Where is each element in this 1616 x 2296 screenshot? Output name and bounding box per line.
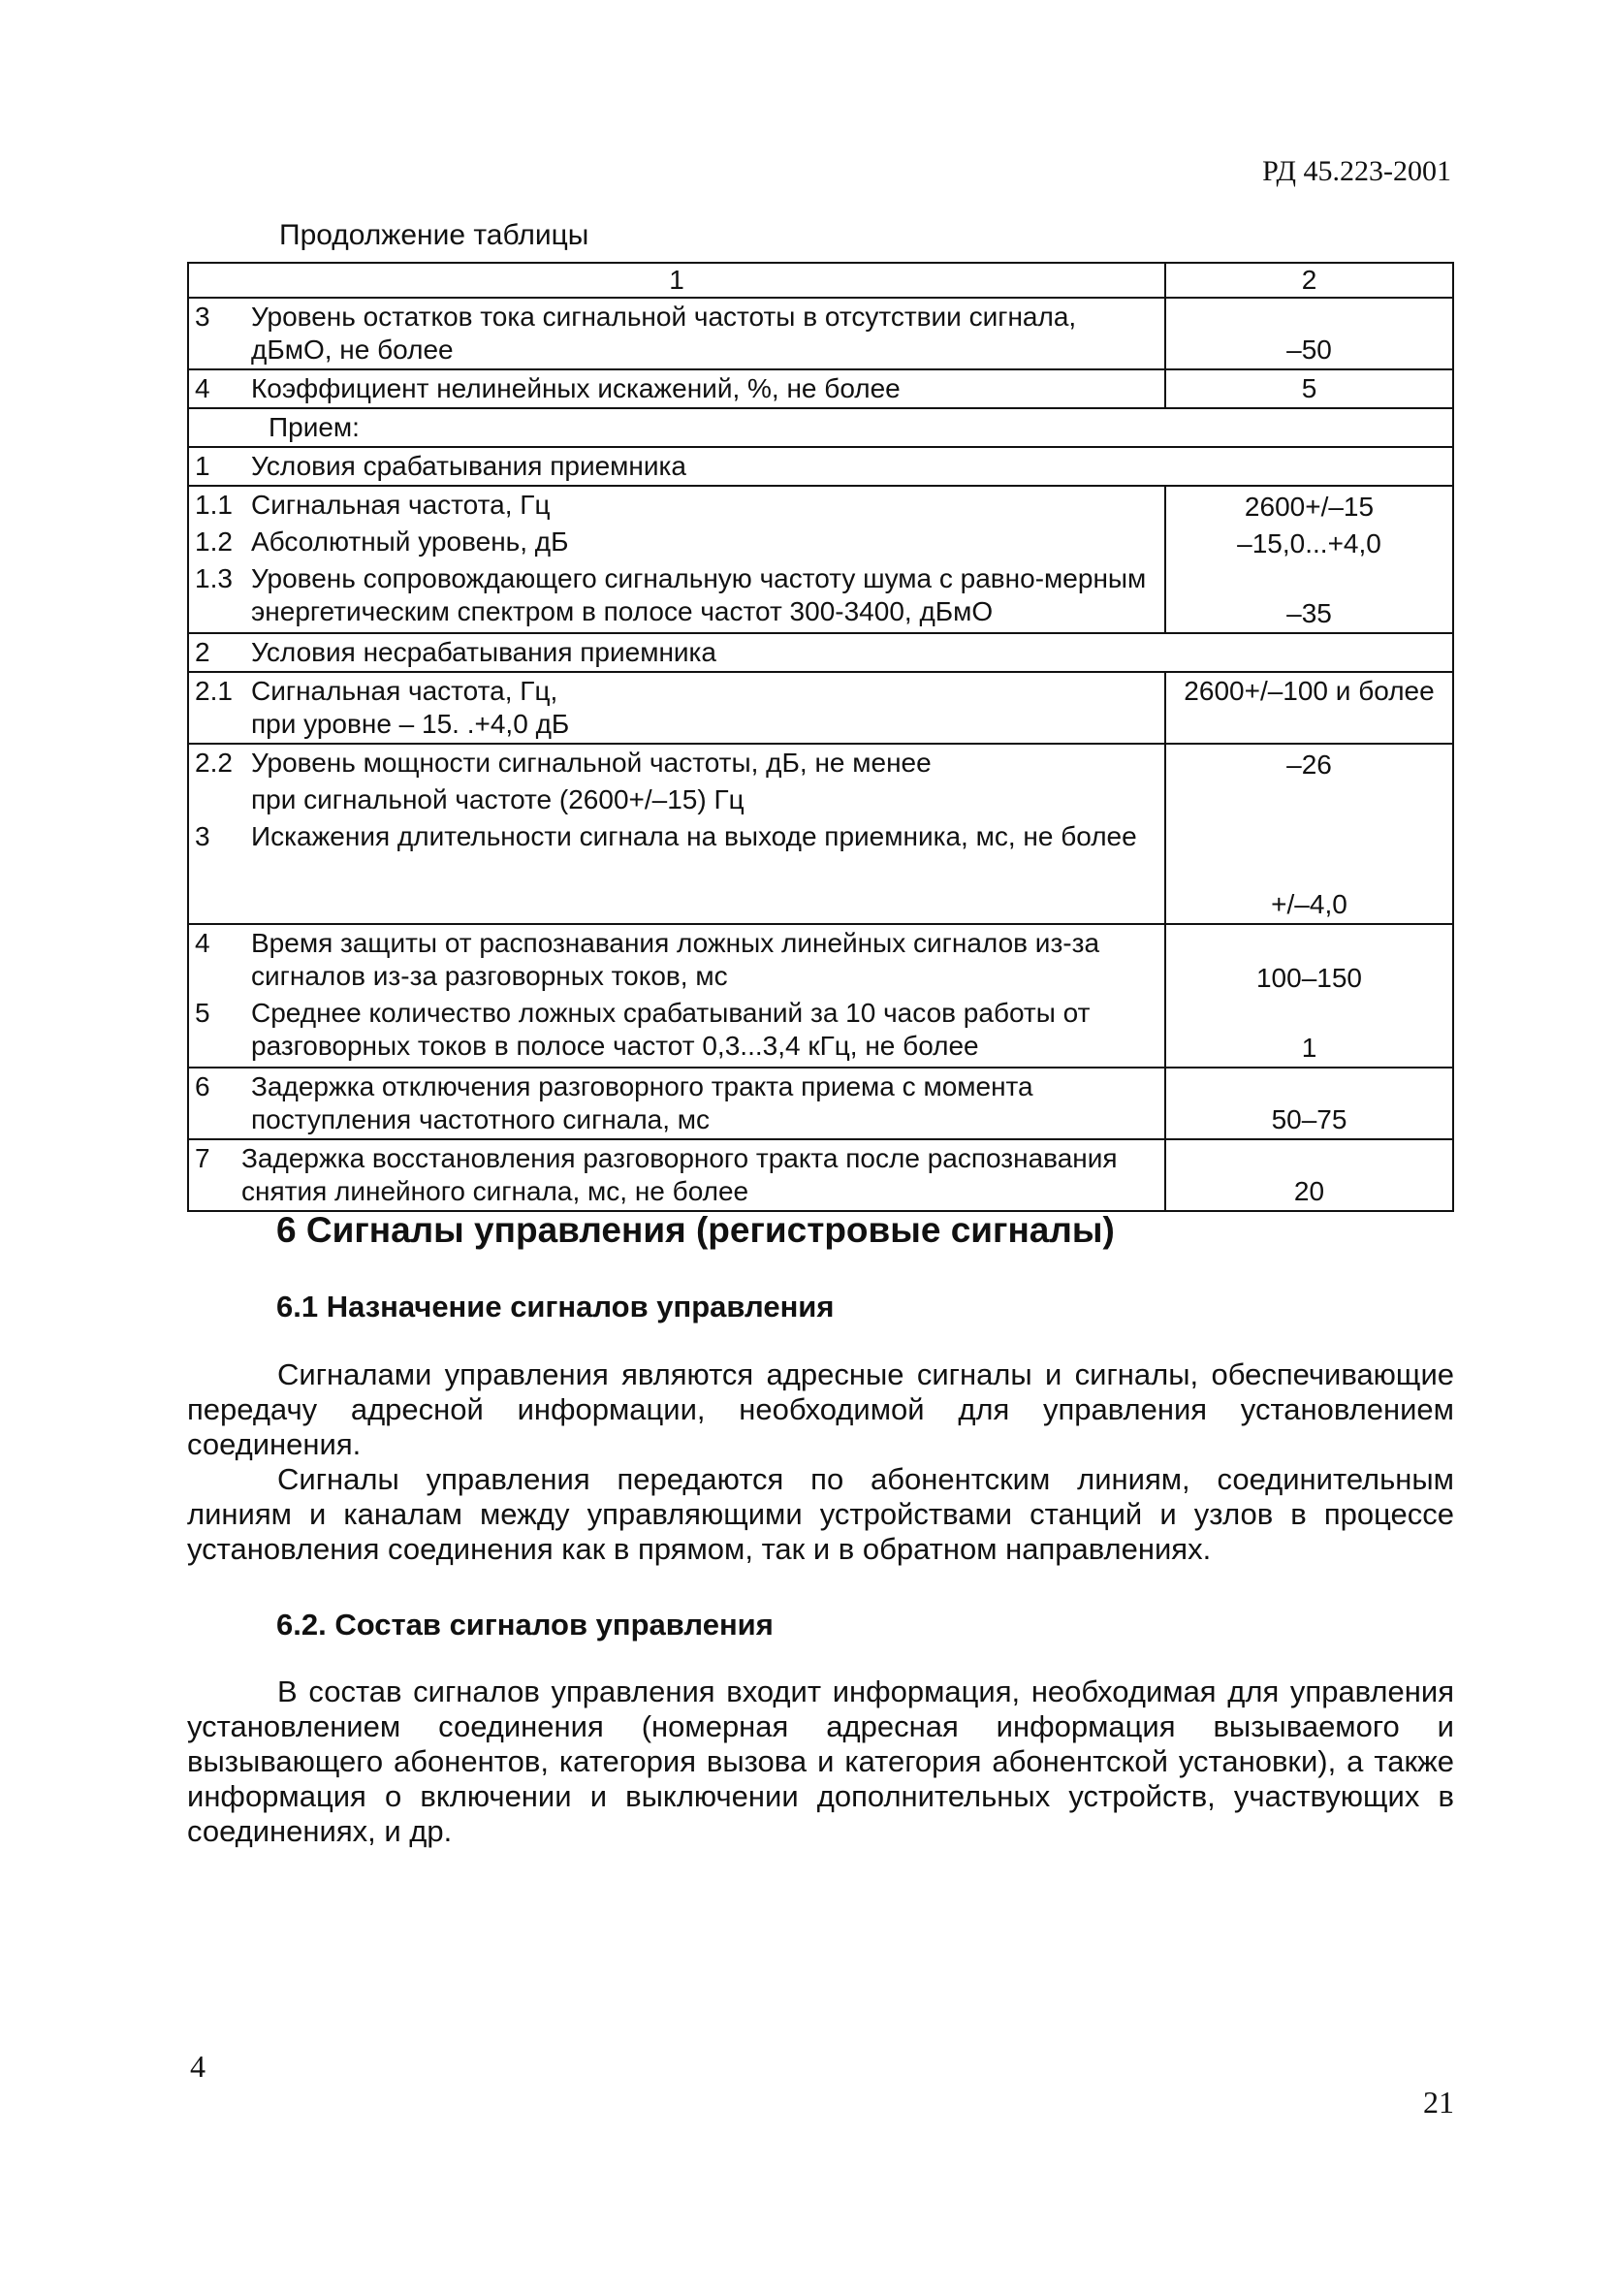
parameters-table	[187, 262, 1454, 1212]
row-value: 2600+/–100 и более	[1165, 672, 1453, 744]
column-header-2: 2	[1165, 263, 1453, 298]
table-section-row	[188, 408, 1453, 447]
row-text: Задержка отключения разговорного тракта приема с момента поступления частотного сигнала, мс	[251, 1071, 1033, 1134]
table-section-row	[188, 633, 1453, 672]
row-text: Сигнальная частота, Гц	[251, 490, 551, 520]
paragraph: В состав сигналов управления входит информация, необходимая для управления установлением соединения (номерная адресная информация вызываемого и вызывающего абонентов, категория вызова и категория абонентской установки), а также информация о включении и выключении дополнительных устройств, участвующих в соединениях, и др.	[187, 1674, 1454, 1848]
row-value: 20	[1165, 1139, 1453, 1211]
row-number: 5	[195, 998, 210, 1028]
row-value: 2600+/–15	[1244, 492, 1375, 522]
row-number: 2.2	[195, 748, 233, 778]
row-text: Искажения длительности сигнала на выходе приемника, мс, не более	[251, 821, 1137, 851]
row-value: +/–4,0	[1271, 889, 1347, 919]
row-text: Среднее количество ложных срабатываний за 10 часов работы от разговорных токов в полосе частот 0,3...3,4 кГц, не более	[251, 998, 1091, 1061]
row-text: Условия срабатывания приемника	[251, 451, 686, 481]
page-number-left: 4	[190, 2049, 206, 2084]
column-header-1: 1	[188, 263, 1165, 298]
row-value: 5	[1165, 369, 1453, 408]
row-value: –35	[1286, 598, 1332, 628]
row-number: 1	[195, 451, 210, 481]
row-text: Абсолютный уровень, дБ	[251, 526, 569, 557]
row-number: 6	[195, 1071, 210, 1101]
row-value: 1	[1301, 1033, 1317, 1063]
row-text: Уровень остатков тока сигнальной частоты в отсутствии сигнала, дБмО, не более	[251, 302, 1077, 365]
table-row	[188, 744, 1453, 924]
row-number: 4	[195, 928, 210, 958]
row-number: 1.2	[195, 526, 233, 557]
table-row	[188, 1139, 1453, 1211]
table-row	[188, 486, 1453, 633]
row-text: при уровне – 15. .+4,0 дБ	[251, 709, 570, 739]
row-text: Коэффициент нелинейных искажений, %, не более	[251, 373, 901, 403]
row-text: при сигнальной частоте (2600+/–15) Гц	[251, 784, 745, 814]
table-header-row	[188, 263, 1453, 298]
row-value: 50–75	[1165, 1068, 1453, 1139]
row-text: Задержка восстановления разговорного тракта после распознавания снятия линейного сигнала, мс, не более	[241, 1143, 1118, 1206]
section-6-1-title: 6.1 Назначение сигналов управления	[276, 1290, 835, 1323]
row-number: 7	[195, 1143, 210, 1173]
row-number: 1.1	[195, 490, 233, 520]
table-row	[188, 924, 1453, 1068]
page-number-right: 21	[1423, 2085, 1454, 2120]
row-text: Условия несрабатывания приемника	[251, 637, 716, 667]
row-number: 1.3	[195, 563, 233, 593]
table-row	[188, 298, 1453, 369]
row-text: Уровень сопровождающего сигнальную частоту шума с равно-мерным энергетическим спектром в полосе частот 300-3400, дБмО	[251, 563, 1147, 626]
table-row	[188, 672, 1453, 744]
table-caption: Продолжение таблицы	[279, 219, 589, 251]
row-number: 3	[195, 821, 210, 851]
row-text: Сигнальная частота, Гц,	[251, 676, 558, 706]
section-6-1-body	[187, 1357, 1454, 1567]
row-text: Уровень мощности сигнальной частоты, дБ, не менее	[251, 748, 932, 778]
paragraph: Сигналами управления являются адресные сигналы и сигналы, обеспечивающие передачу адресной информации, необходимой для управления установлением соединения.	[187, 1357, 1454, 1461]
row-number: 4	[195, 373, 210, 403]
row-value: –50	[1165, 298, 1453, 369]
table-section-row	[188, 447, 1453, 486]
row-value: –26	[1286, 749, 1332, 780]
row-number: 3	[195, 302, 210, 332]
section-6-2-title: 6.2. Состав сигналов управления	[276, 1608, 774, 1642]
row-value: 100–150	[1255, 963, 1362, 993]
paragraph: Сигналы управления передаются по абонентским линиям, соединительным линиям и каналам между управляющими устройствами станций и узлов в процессе установления соединения как в прямом, так и в обратном направлениях.	[187, 1462, 1454, 1566]
table-row	[188, 369, 1453, 408]
section-6-title: 6 Сигналы управления (регистровые сигналы)	[276, 1210, 1115, 1250]
row-number: 2	[195, 637, 210, 667]
row-value: –15,0...+4,0	[1237, 528, 1381, 558]
table-row	[188, 1068, 1453, 1139]
row-number: 2.1	[195, 676, 233, 706]
document-code: РД 45.223-2001	[1262, 155, 1451, 187]
row-text: Время защиты от распознавания ложных линейных сигналов из-за сигналов из-за разговорных токов, мс	[251, 928, 1100, 991]
reception-label: Прием:	[188, 408, 1453, 447]
